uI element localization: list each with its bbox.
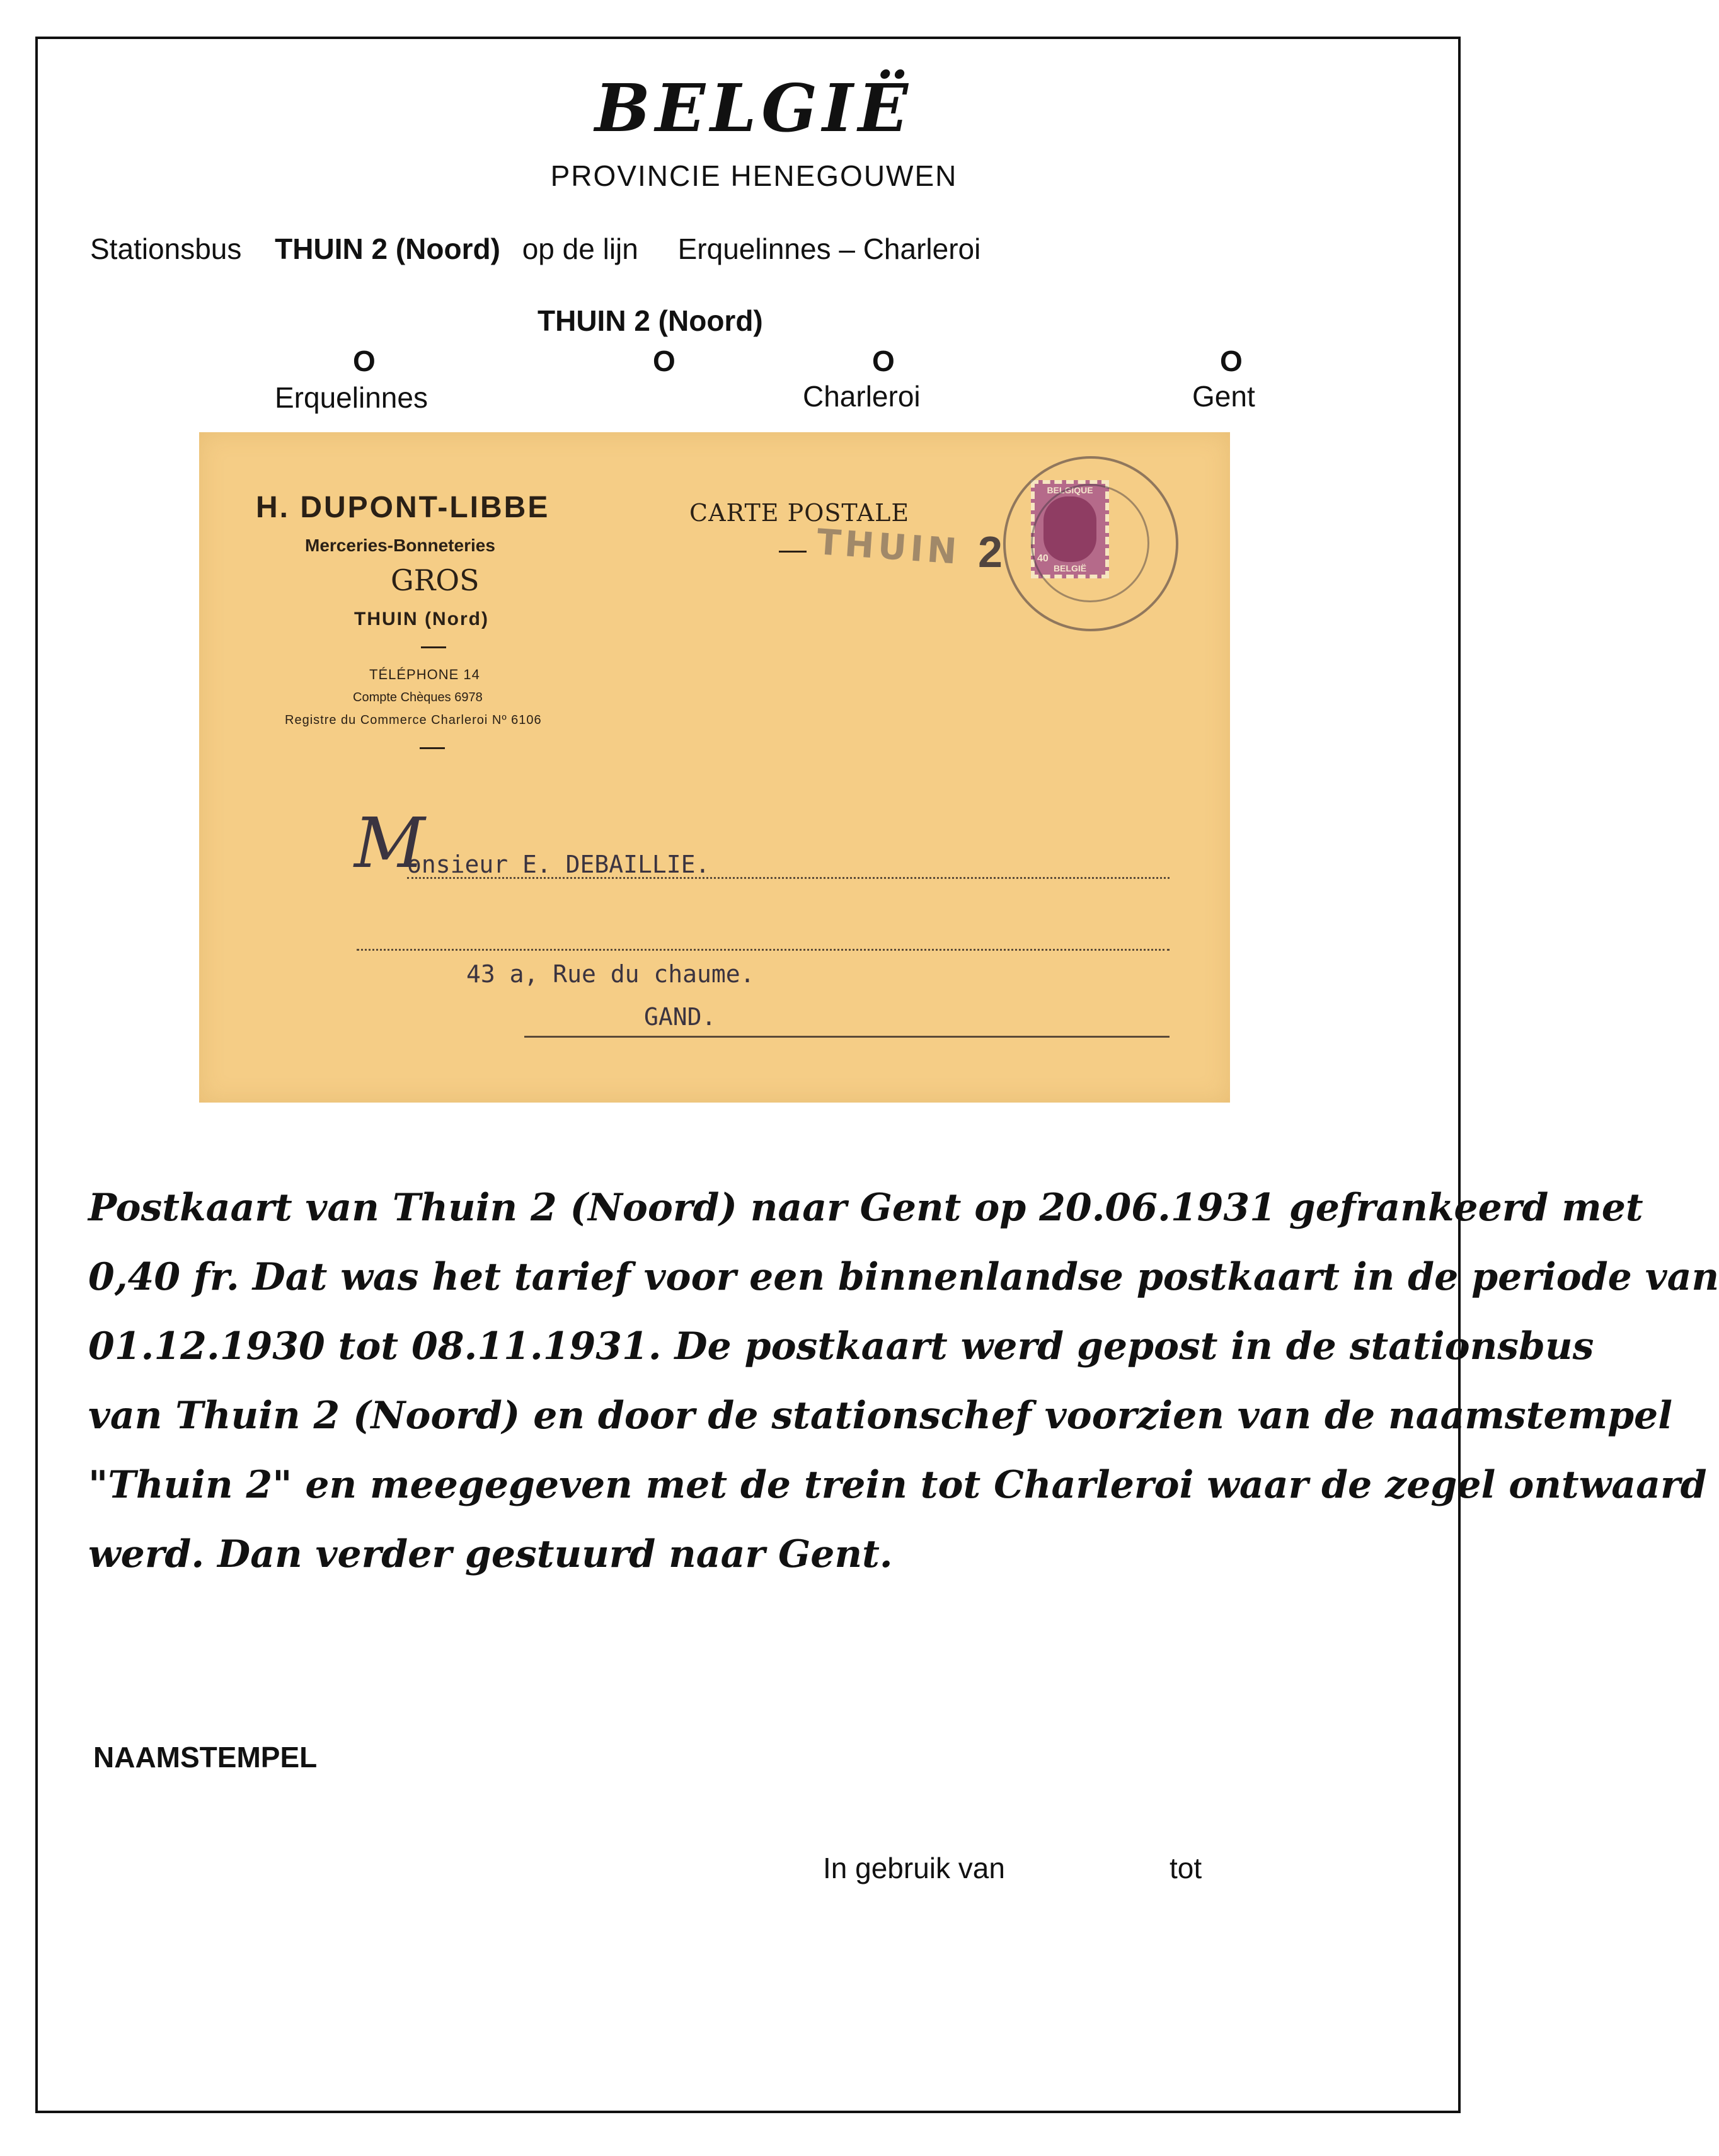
description-line: 01.12.1930 tot 08.11.1931. De postkaart werd gepost in de stationsbus [88,1324,1594,1368]
card-town: THUIN (Nord) [354,609,489,629]
naamstempel-heading: NAAMSTEMPEL [93,1741,318,1774]
stop-marker-erquelinnes: O [353,345,376,377]
stop-marker-thuin: O [653,345,676,377]
card-type-label: CARTE POSTALE [689,499,910,527]
stamp-country-bottom: BELGIË [1053,563,1087,573]
thuin-number-stamp: 2 [978,527,1003,576]
card-business: Merceries-Bonneteries [305,536,495,555]
page-title: BELGIË [594,69,914,147]
stop-name-erquelinnes: Erquelinnes [275,381,428,414]
stop-marker-charleroi: O [872,345,895,377]
in-gebruik-label: In gebruik van [823,1852,1005,1884]
stop-marker-gent: O [1220,345,1243,377]
address-rule [357,949,1170,951]
description-line: 0,40 fr. Dat was het tarief voor een binnenlandse postkaart in de periode van [88,1255,1719,1299]
card-divider [421,646,446,648]
card-cheques: Compte Chèques 6978 [353,691,483,704]
station-label: Stationsbus [90,232,242,265]
description-line: werd. Dan verder gestuurd naar Gent. [88,1532,893,1576]
postmark-inner-ring [1031,484,1149,602]
address-rule [524,1036,1170,1038]
tot-label: tot [1170,1852,1202,1884]
description-line: Postkaart van Thuin 2 (Noord) naar Gent op 20.06.1931 gefrankeerd met [88,1186,1643,1230]
address-line-2: 43 a, Rue du chaume. [466,960,755,988]
stamp-country-top: BELGIQUE [1047,485,1093,495]
card-gros: GROS [391,563,480,597]
stop-name-gent: Gent [1192,380,1255,413]
station-route: Erquelinnes – Charleroi [677,232,981,265]
card-telephone: TÉLÉPHONE 14 [369,667,480,682]
station-connector: op de lijn [522,232,638,265]
description-line: "Thuin 2" en meegegeven met de trein tot Charleroi waar de zegel ontwaard [88,1463,1707,1507]
route-heading: THUIN 2 (Noord) [538,304,763,337]
description-text [88,1173,1719,1589]
card-divider [420,747,445,749]
stop-name-charleroi: Charleroi [803,380,921,413]
card-company: H. DUPONT-LIBBE [256,491,550,524]
province-subtitle: PROVINCIE HENEGOUWEN [550,159,958,192]
station-name: THUIN 2 (Noord) [275,232,500,265]
postcard-image [199,432,1230,1103]
card-divider [779,551,807,553]
thuin-name-stamp: THUIN [815,522,962,573]
description-line: van Thuin 2 (Noord) en door de stationschef voorzien van de naamstempel [88,1394,1672,1438]
stamp-value: 40 [1037,553,1049,564]
card-register: Registre du Commerce Charleroi Nº 6106 [285,713,542,727]
address-rule [407,877,1170,879]
address-line-1: onsieur E. DEBAILLIE. [407,851,710,878]
address-line-3: GAND. [644,1003,716,1031]
station-line [90,232,980,266]
address-initial: M [354,803,425,883]
